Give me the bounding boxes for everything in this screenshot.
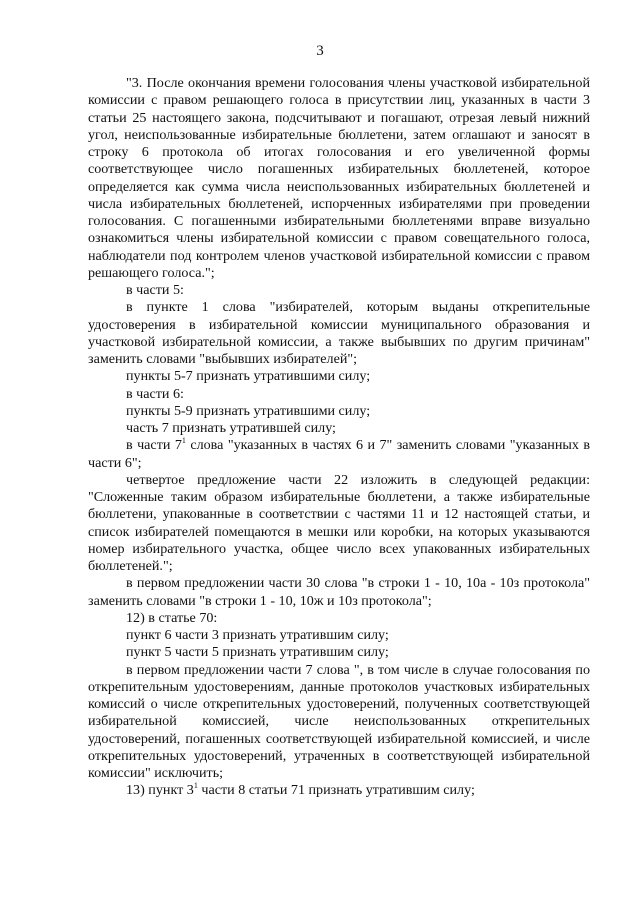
paragraph-point-5-part-5-repeal: пункт 5 части 5 признать утратившим силу;	[126, 644, 389, 661]
paragraph-article-70-heading: 12) в статье 70:	[126, 609, 218, 626]
paragraph-article-71-repeal	[88, 782, 590, 799]
paragraph-points-5-9-repeal: пункты 5-9 признать утратившими силу;	[126, 402, 371, 419]
paragraph-part-22-new-wording: четвертое предложение части 22 изложить в следующей редакции: "Сложенные таким образом избирательные бюллетени, а также избирательные бюллетени, упакованные в соответствии с частями 11 и 12 настоящей статьи, и список избирателей помещаются в мешки или коробки, на которых указываются номер избирательного участка, общее число всех упакованных избирательных бюллетеней.";	[88, 471, 590, 574]
page-number: 3	[316, 43, 324, 59]
paragraph-points-5-7-repeal: пункты 5-7 признать утратившими силу;	[126, 368, 371, 385]
paragraph-item-3-counting: "3. После окончания времени голосования члены участковой избирательной комиссии с правом решающего голоса в присутствии лиц, указанных в части 3 статьи 25 настоящего закона, подсчитывают и погашают, отрезая левый нижний угол, неиспользованные избирательные бюллетени, затем оглашают и заносят в строку 6 протокола об итогах голосования и его увеличенной формы соответствующее число погашенных избирательных бюллетеней, которое определяется как сумма числа неиспользованных избирательных бюллетеней и числа избирательных бюллетеней, испорченных избирателями при проведении голосования. С погашенными избирательными бюллетенями вправе визуально ознакомиться члены избирательной комиссии с правом совещательного голоса, наблюдатели под контролем членов участковой избирательной комиссии с правом решающего голоса.";	[88, 75, 590, 281]
paragraph-part-7-1-amendment	[88, 437, 590, 472]
document-body	[88, 75, 590, 800]
paragraph-part-7-1-before: в части 7	[126, 437, 182, 454]
paragraph-article-71-before: 13) пункт 3	[126, 782, 194, 799]
paragraph-article-71-after: части 8 статьи 71 признать утратившим силу;	[197, 782, 475, 799]
paragraph-point-1-amendment: в пункте 1 слова "избирателей, которым выданы открепительные удостоверения в избирательной комиссии муниципального образования и участковой избирательной комиссии, а также выбывших по другим причинам" заменить словами "выбывших избирателей";	[88, 299, 590, 367]
paragraph-part-5-heading: в части 5:	[126, 282, 184, 298]
paragraph-part-6-heading: в части 6:	[126, 385, 184, 402]
superscript-1: 1	[181, 436, 186, 446]
paragraph-part-7-repeal: часть 7 признать утратившей силу;	[126, 420, 336, 436]
superscript-1: 1	[193, 781, 198, 791]
paragraph-part-7-exclusion: в первом предложении части 7 слова ", в том числе в случае голосования по открепительным удостоверениям, данные протоколов участковых избирательных комиссий о числе открепительных удостоверений, полученных соответствующей избирательной комиссией, числе неиспользованных открепительных удостоверений, погашенных соответствующей избирательной комиссией, и числе открепительных удостоверений, утраченных в соответствующей избирательной комиссии" исключить;	[88, 661, 590, 781]
paragraph-point-6-part-3-repeal: пункт 6 части 3 признать утратившим силу;	[126, 627, 389, 643]
paragraph-part-7-1-after: слова "указанных в частях 6 и 7" заменить словами "указанных в части 6";	[88, 437, 590, 471]
paragraph-part-30-amendment: в первом предложении части 30 слова "в строки 1 - 10, 10а - 10з протокола" заменить словами "в строки 1 - 10, 10ж и 10з протокола";	[88, 575, 590, 609]
